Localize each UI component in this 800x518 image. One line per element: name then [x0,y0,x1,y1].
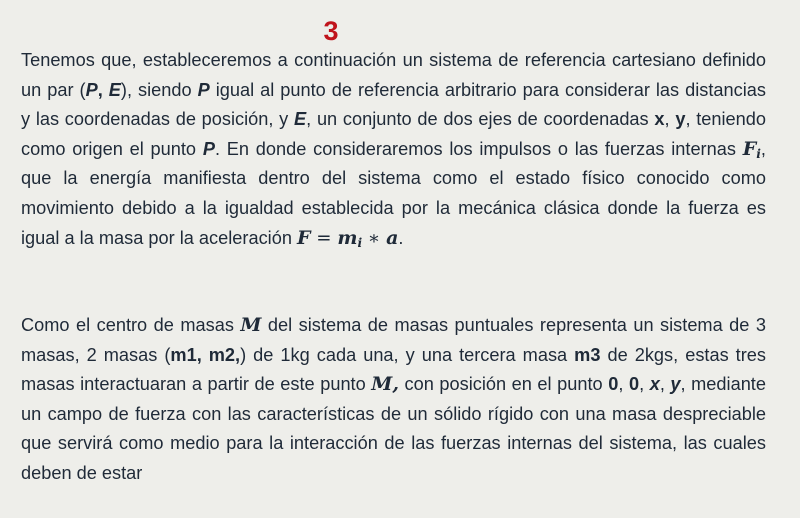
equation-m-subscript: i [357,234,363,250]
p2-text-5: con posición en el punto [398,374,609,395]
p1-text-5: , teniendo como origen el punto [21,109,767,159]
equation-equals: = [310,227,338,249]
p2-text-1: Como el centro de masas [21,315,241,335]
equation-m-letter: m [337,226,358,249]
p2-text-7: , [639,374,650,395]
p2-coord-x: x [649,374,660,395]
force-subscript: i [756,145,761,161]
p1-text-3: igual al punto de referencia arbitrario para considerar las distancias y las coordenadas de posición, y [21,79,767,130]
p2-text-9: , mediante un campo de fuerza con las características de un sólido rígido con una masa despreciable que servirá como medio para la interacción de las fuerzas internas del sistema, las cuales deben de estar [21,374,766,483]
p1-axis-y: y [675,109,686,130]
p2-mass-m3: m3 [574,344,601,365]
force-equation [297,228,398,248]
p2-coord-0-a: 0 [608,374,619,395]
paragraph-reference-system [21,46,766,253]
p1-text-8: . [398,227,404,248]
p2-symbol-M-2: M, [371,373,399,396]
force-F: F [742,137,757,160]
internal-force-symbol [743,138,761,160]
p2-text-8: , [659,374,671,395]
equation-m [337,227,362,249]
p2-text-6: , [618,374,629,395]
p1-symbol-P-2: P [197,79,210,100]
paragraph-center-of-mass [21,311,766,489]
p1-text-2: ), siendo [120,79,198,100]
equation-a: a [386,226,399,249]
p2-coord-y: y [670,374,681,395]
p1-comma: , [97,79,109,100]
p1-axis-x: x [654,109,665,130]
equation-multiply: ∗ [362,227,387,249]
p1-text-4: , un conjunto de dos ejes de coordenadas [306,109,655,130]
p1-text-6: . En donde consideraremos los impulsos o las fuerzas internas [214,138,743,159]
p2-text-4: de 2kgs, estas tres masas interactuaran a partir de este punto [21,344,767,395]
p1-comma-2: , [664,109,676,130]
p2-text-3: ) de 1kg cada una, y una tercera masa [240,344,575,365]
p1-symbol-E-2: E [294,109,307,130]
page-number: 3 [323,16,339,46]
p2-coord-0-b: 0 [628,374,640,395]
p1-text-7: , que la energía manifiesta dentro del sistema como el estado físico conocido como movimiento debido a la igualdad establecida por la mecánica clásica donde la fuerza es igual a la masa por la aceleración [21,138,766,248]
p1-symbol-P: P [85,79,98,100]
p1-symbol-P-3: P [202,138,215,159]
equation-F: F [297,226,311,249]
p2-text-2: del sistema de masas puntuales representa un sistema de 3 masas, 2 masas ( [21,315,766,365]
p2-symbol-M: M [240,314,262,336]
p2-masses-m1-m2: m1, m2, [170,344,241,365]
p1-symbol-E: E [108,79,121,100]
p1-text-1: Tenemos que, estableceremos a continuación un sistema de referencia cartesiano definido un par ( [21,50,766,100]
